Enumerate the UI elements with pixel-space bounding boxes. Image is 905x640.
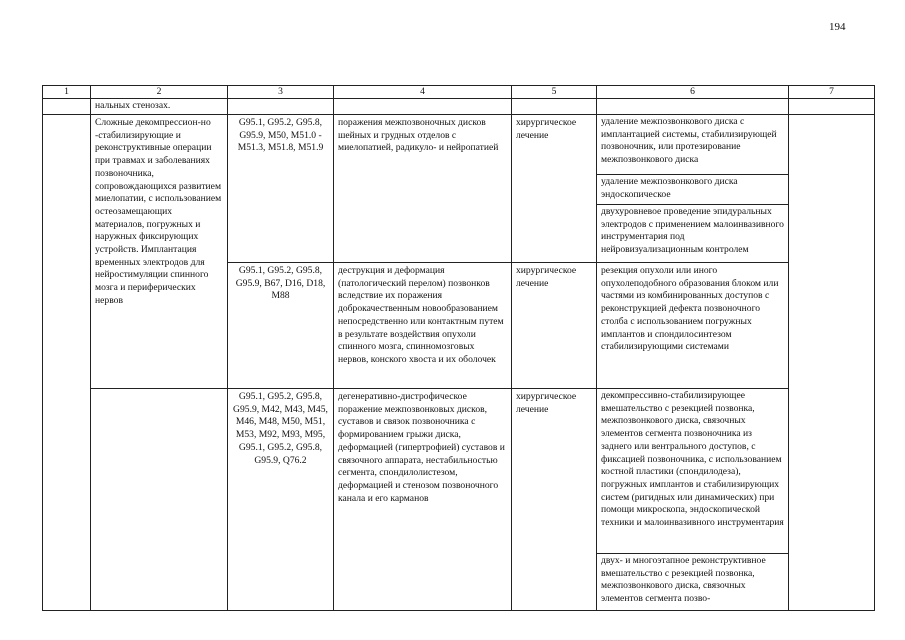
table-cell — [334, 99, 512, 115]
table-row — [43, 115, 875, 263]
table-row — [43, 389, 875, 611]
header-cell: 1 — [43, 86, 91, 99]
table-cell — [512, 99, 597, 115]
table-cell — [789, 115, 875, 611]
patient-model: дегенеративно-дистрофическое поражение межпозвонковых дисков, суставов и связок позвоночника с формированием грыжи диска, деформацией (гипертрофией) суставов и связочного аппарата, нестабильностью сегмента, спондилолистезом, деформацией и стенозом позвоночного канала и его карманов — [334, 389, 512, 611]
continued-text: нальных стенозах. — [91, 99, 228, 115]
treatment-method: двухуровневое проведение эпидуральных электродов с применением малоинвазивного инструментария под нейровизуализационным контролем — [601, 206, 784, 256]
treatment-method: двух- и многоэтапное реконструктивное вмешательство с резекцией позвонка, межпозвонкового диска, связочных элементов сегмента позво- — [601, 555, 766, 605]
procedures-table — [42, 85, 875, 611]
treatment-type: хирургическое лечение — [512, 389, 597, 611]
patient-model: поражения межпозвоночных дисков шейных и грудных отделов с миелопатией, радикуло- и нейропатией — [334, 115, 512, 263]
page-number: 194 — [829, 21, 846, 33]
patient-model: деструкция и деформация (патологический перелом) позвонков вследствие их поражения доброкачественным новообразованием непосредственно или контактным путем в результате воздействия опухоли спинного мозга, спинномозговых нервов, конского хвоста и их оболочек — [334, 263, 512, 389]
treatment-method: удаление межпозвонкового диска эндоскопическое — [597, 175, 788, 205]
header-cell: 2 — [91, 86, 228, 99]
header-cell: 7 — [789, 86, 875, 99]
icd-codes: G95.1, G95.2, G95.8, G95.9, M50, M51.0 - M51.3, M51.8, M51.9 — [228, 115, 334, 263]
treatment-method: резекция опухоли или иного опухолеподобного образования блоком или частями из комбинированных доступов с реконструкцией дефекта позвоночного столба с использованием погружных имплантов и спондилосинтезом стабилизирующими системами — [597, 263, 789, 389]
header-cell: 3 — [228, 86, 334, 99]
table-cell — [228, 99, 334, 115]
icd-codes: G95.1, G95.2, G95.8, G95.9, B67, D16, D18, M88 — [228, 263, 334, 389]
table-header-row — [43, 86, 875, 99]
header-cell: 5 — [512, 86, 597, 99]
table-cell — [789, 99, 875, 115]
treatment-method: удаление межпозвонкового диска с имплантацией системы, стабилизирующей позвоночник, или протезирование межпозвонкового диска — [597, 115, 788, 175]
table-cell — [597, 99, 789, 115]
methods-cell — [597, 389, 789, 611]
table-cell — [43, 99, 91, 115]
table-row — [43, 99, 875, 115]
icd-codes: G95.1, G95.2, G95.8, G95.9, M42, M43, M45, M46, M48, M50, M51, M53, M92, M93, M95, G95.1, G95.2, G95.8, G95.9, Q76.2 — [228, 389, 334, 611]
header-cell: 6 — [597, 86, 789, 99]
group-name: Сложные декомпрессион-но -стабилизирующие и реконструктивные операции при травмах и заболеваниях позвоночника, сопровождающихся развитием миелопатии, с использованием остеозамещающих материалов, погружных и наружных фиксирующих устройств. Имплантация временных электродов для нейростимуляции спинного мозга и периферических нервов — [91, 115, 228, 389]
table-cell — [43, 115, 91, 611]
treatment-method: декомпрессивно-стабилизирующее вмешательство с резекцией позвонка, межпозвонкового диска, связочных элементов сегмента позвоночника из заднего или вентрального доступов, с фиксацией позвоночника, с использованием костной пластики (спондилодеза), погружных имплантов и стабилизирующих систем (ригидных или динамических) при помощи микроскопа, эндоскопической техники и малоинвазивного инструментария — [597, 389, 788, 554]
header-cell: 4 — [334, 86, 512, 99]
table-cell — [91, 389, 228, 611]
treatment-type: хирургическое лечение — [512, 115, 597, 263]
treatment-type: хирургическое лечение — [512, 263, 597, 389]
methods-cell — [597, 115, 789, 263]
